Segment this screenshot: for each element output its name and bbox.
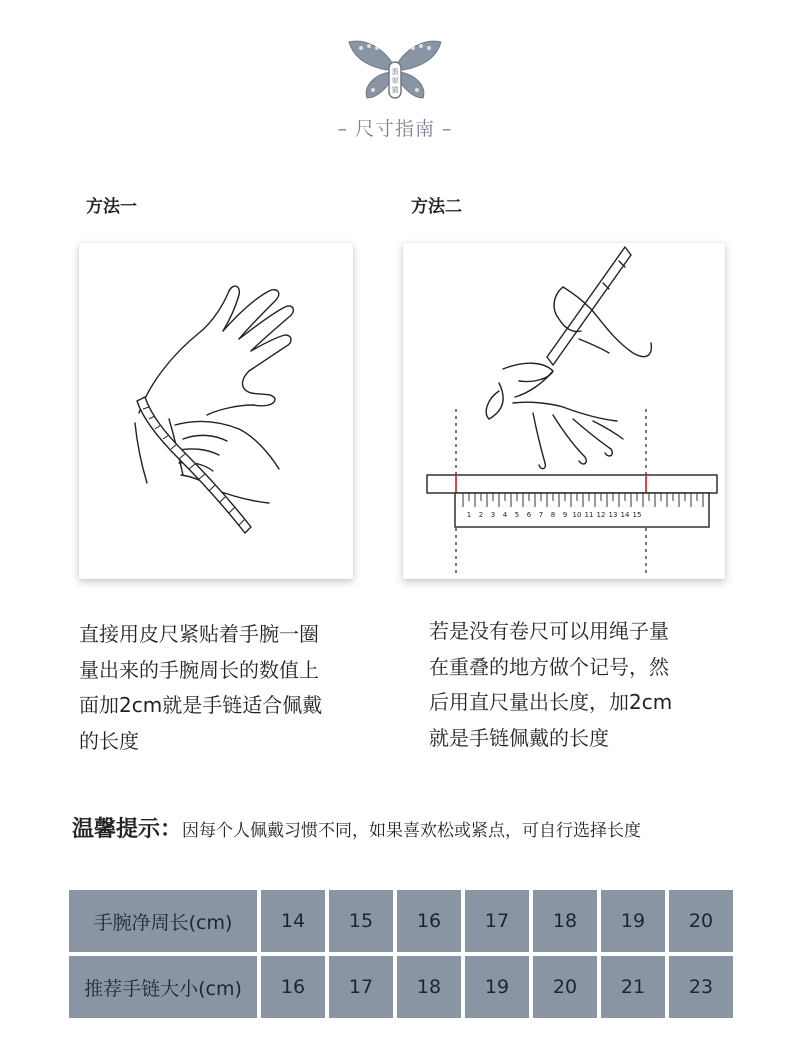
svg-text:猫: 猫 xyxy=(391,86,399,94)
ruler-number: 3 xyxy=(490,511,496,519)
table-cell: 14 xyxy=(261,890,325,952)
table-cell: 21 xyxy=(601,956,665,1018)
method-two-description xyxy=(429,614,759,756)
table-cell: 20 xyxy=(669,890,733,952)
butterfly-logo xyxy=(345,38,445,104)
ruler-number: 14 xyxy=(620,511,630,519)
tip-text: 因每个人佩戴习惯不同，如果喜欢松或紧点，可自行选择长度 xyxy=(182,821,642,841)
ruler-number: 13 xyxy=(608,511,618,519)
table-cell: 20 xyxy=(533,956,597,1018)
row-header-bracelet: 推荐手链大小(cm) xyxy=(69,956,257,1018)
ruler-number: 11 xyxy=(584,511,594,519)
svg-text:翠: 翠 xyxy=(391,77,399,85)
description-line: 的长度 xyxy=(79,728,139,753)
description-line: 直接用皮尺紧贴着手腕一圈 xyxy=(79,622,319,646)
method-one-description xyxy=(79,617,379,759)
ruler-number: 7 xyxy=(538,511,544,519)
table-row xyxy=(69,956,733,1018)
table-cell: 23 xyxy=(669,956,733,1018)
ruler-number: 9 xyxy=(562,511,568,519)
description-line: 后用直尺量出长度，加2cm xyxy=(429,690,673,714)
ruler-number: 4 xyxy=(502,511,508,519)
table-cell: 16 xyxy=(261,956,325,1018)
ruler-number: 10 xyxy=(572,511,582,519)
page-title: – 尺寸指南 – xyxy=(337,118,453,140)
table-cell: 15 xyxy=(329,890,393,952)
description-line: 在重叠的地方做个记号，然 xyxy=(429,654,669,679)
ruler-number: 12 xyxy=(596,511,606,519)
table-row xyxy=(69,890,733,952)
ruler-number: 8 xyxy=(550,511,556,519)
method-two-illustration xyxy=(403,243,725,579)
ruler-number: 6 xyxy=(526,511,532,519)
ruler-number: 2 xyxy=(478,511,484,519)
method-two-label: 方法二 xyxy=(411,197,462,217)
row-header-wrist: 手腕净周长(cm) xyxy=(69,890,257,952)
description-line: 面加2cm就是手链适合佩戴 xyxy=(79,693,323,717)
size-table xyxy=(65,886,737,1022)
table-cell: 18 xyxy=(533,890,597,952)
table-cell: 19 xyxy=(465,956,529,1018)
table-cell: 17 xyxy=(465,890,529,952)
method-one-label: 方法一 xyxy=(86,197,137,217)
table-cell: 16 xyxy=(397,890,461,952)
description-line: 若是没有卷尺可以用绳子量 xyxy=(429,619,669,643)
warm-tip xyxy=(72,812,772,843)
method-one-illustration xyxy=(79,243,353,579)
description-line: 量出来的手腕周长的数值上 xyxy=(79,657,319,682)
table-cell: 17 xyxy=(329,956,393,1018)
table-cell: 19 xyxy=(601,890,665,952)
tip-label: 温馨提示： xyxy=(72,817,183,842)
ruler-number: 5 xyxy=(514,511,520,519)
description-line: 就是手链佩戴的长度 xyxy=(429,725,609,750)
logo-text: 翡 xyxy=(391,68,399,76)
ruler-number: 1 xyxy=(466,511,472,519)
table-cell: 18 xyxy=(397,956,461,1018)
ruler-number: 15 xyxy=(632,511,642,519)
